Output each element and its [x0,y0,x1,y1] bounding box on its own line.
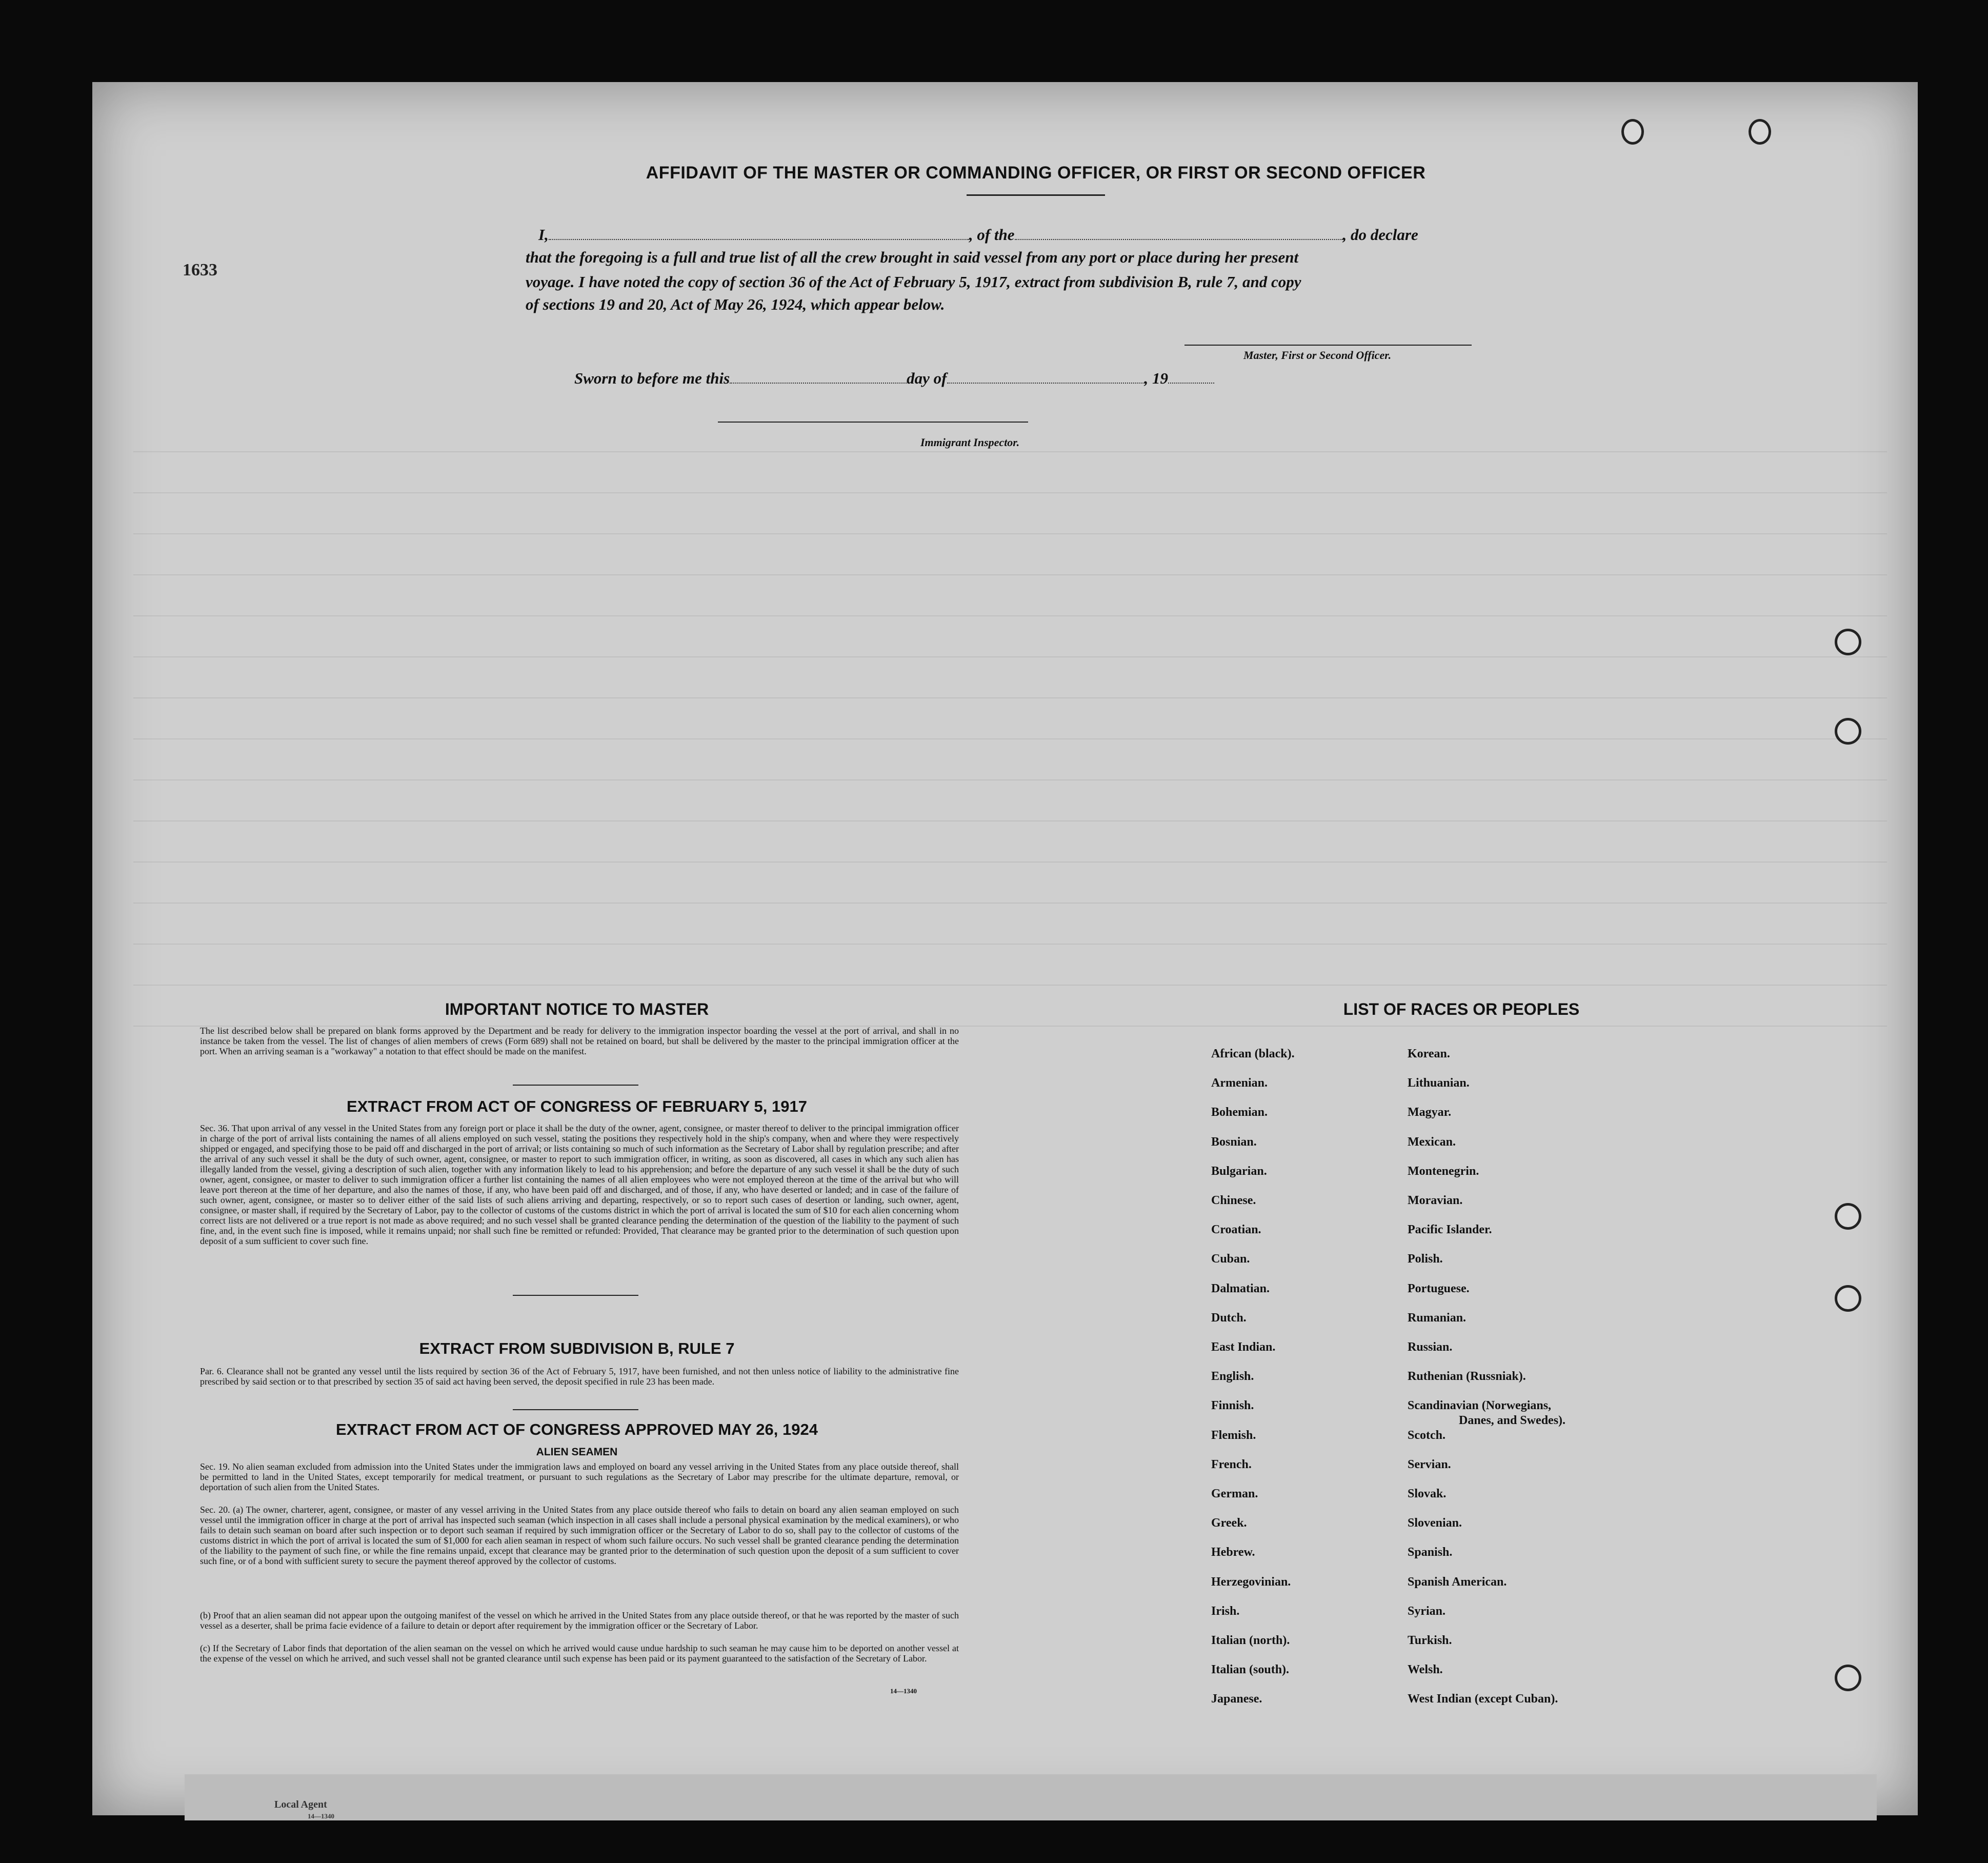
race-item: Bohemian. [1211,1106,1268,1119]
paper-bottom-edge [185,1774,1877,1820]
race-item: Spanish American. [1408,1575,1507,1589]
month-blank [947,383,1144,384]
race-item: Slovak. [1408,1487,1447,1500]
race-item: Portuguese. [1408,1281,1470,1295]
sec20b-text: (b) Proof that an alien seaman did not appear upon the outgoing manifest of the vessel on which he arrived in the United States from any place outside thereof, or that he was reported by the master of such vessel as a deserter, shall be prima facie evidence of a failure to detain or deport after requirement by the immigration officer or the Secretary of Labor. [200,1610,959,1631]
race-item: Welsh. [1408,1663,1443,1677]
race-item: Slovenian. [1408,1516,1462,1530]
race-item: Cuban. [1211,1252,1250,1266]
race-item: West Indian (except Cuban). [1408,1692,1558,1706]
race-item: Japanese. [1211,1692,1262,1706]
race-item: Croatian. [1211,1223,1261,1237]
punch-hole-icon [1621,119,1644,145]
punch-hole-icon [1835,1203,1861,1230]
affidavit-title: AFFIDAVIT OF THE MASTER OR COMMANDING OFFICER, OR FIRST OR SECOND OFFICER [646,163,1426,183]
race-item: Ruthenian (Russniak). [1408,1370,1526,1384]
race-item: Irish. [1211,1604,1240,1618]
sec19-text: Sec. 19. No alien seaman excluded from admission into the United States under the immigration laws and employed on board any vessel arriving in the United States from any place outside thereof, shall be permitted to land in the United States, except temporarily for medical treatment, or pursuant to such regulations as the Secretary of Labor may prescribe for the ultimate departure, removal, or deportation of such alien from the United States. [200,1461,959,1492]
race-item: Korean. [1408,1047,1450,1060]
race-item: African (black). [1211,1047,1295,1060]
race-item: Greek. [1211,1516,1247,1530]
extract-1917-text: Sec. 36. That upon arrival of any vessel in the United States from any foreign port or place it shall be the duty of the owner, agent, consignee, or master thereof to deliver to the principal immigration officer in charge of the port of arrival lists containing the names of all aliens employed on such vessel, stating the positions they respectively hold in the ship's company, when and where they were respectively shipped or engaged, and specifying those to be paid off and discharged in the port of arrival; or lists containing so much of such information as the Secretary of Labor shall by regulation prescribe; and after the arrival of any such vessel it shall be the duty of such owner, agent, consignee, or master to report to such immigration officer, in writing, as soon as discovered, all cases in which any such alien has illegally landed from the vessel, giving a description of such alien, together with any information likely to lead to his apprehension; and before the departure of any such vessel it shall be the duty of such owner, agent, consignee, or master to deliver to such immigration officer a further list containing the names of all alien employees who were not employed thereon at the time of the arrival but who will leave port thereon at the time of her departure, and also the names of those, if any, who have been paid off and discharged, and of those, if any, who have deserted or landed; and in case of the failure of such owner, agent, consignee, or master so to deliver either of the said lists of such aliens arriving and departing, respectively, or so to report such cases of desertion or landing, such owner, agent, consignee, or master shall, if required by the Secretary of Labor, pay to the collector of customs of the customs district in which the port of arrival is located the sum of $10 for each alien concerning whom correct lists are not delivered or a true report is not made as above required; and no such vessel shall be granted clearance pending the determination of the question of the liability to the payment of such fine, and, in the event such fine is imposed, while it remains unpaid; nor shall such fine be remitted or refunded: Provided, That clearance may be granted prior to the determination of such question upon deposit of a sum sufficient to cover such fine. [200,1123,959,1246]
notice-heading: IMPORTANT NOTICE TO MASTER [445,1000,709,1018]
race-item: Bulgarian. [1211,1164,1267,1178]
name-blank [549,239,969,240]
race-item: Flemish. [1211,1428,1256,1442]
title-rule [967,194,1105,196]
page-number: 1633 [183,261,217,279]
race-item: Danes, and Swedes). [1459,1414,1566,1428]
notice-rule [513,1085,638,1086]
day-of-label: day of [907,369,947,387]
alien-seamen-heading: ALIEN SEAMEN [536,1446,618,1458]
race-item: Scotch. [1408,1428,1445,1442]
race-item: Hebrew. [1211,1546,1255,1559]
race-item: Turkish. [1408,1634,1452,1647]
inspector-caption: Immigrant Inspector. [920,436,1020,449]
extract-1924-heading: EXTRACT FROM ACT OF CONGRESS APPROVED MAY 26, 1924 [336,1420,818,1438]
race-item: Russian. [1408,1340,1453,1354]
day-blank [730,383,907,384]
race-item: Lithuanian. [1408,1076,1470,1090]
affidavit-of-label: , of the [969,226,1015,244]
race-item: Dutch. [1211,1311,1247,1325]
rule7-rule [513,1409,638,1410]
extract-1917-heading: EXTRACT FROM ACT OF CONGRESS OF FEBRUARY 5, 1917 [347,1097,807,1115]
race-item: Magyar. [1408,1106,1452,1119]
affidavit-line-3: voyage. I have noted the copy of section 36 of the Act of February 5, 1917, extract from subdivision B, rule 7, and copy [526,273,1301,291]
extract-1917-rule [513,1295,638,1296]
race-item: Italian (north). [1211,1634,1290,1647]
race-item: Rumanian. [1408,1311,1467,1325]
race-item: Dalmatian. [1211,1281,1270,1295]
year-blank [1168,383,1214,384]
race-item: Herzegovinian. [1211,1575,1291,1589]
race-item: Scandinavian (Norwegians, [1408,1399,1552,1413]
vessel-blank [1015,239,1343,240]
race-item: Polish. [1408,1252,1443,1266]
sec20a-text: Sec. 20. (a) The owner, charterer, agent, consignee, or master of any vessel arriving in the United States from any place outside thereof who fails to detain on board any alien seaman employed on such vessel until the immigration officer in charge at the port of arrival has inspected such seaman (which inspection in all cases shall include a personal physical examination by the medical examiners), or who fails to detain such seaman on board after such inspection or to deport such seaman if required by such immigration officer or the Secretary of Labor to do so, shall pay to the collector of customs of the customs district in which the port of arrival is located the sum of $1,000 for each alien seaman in respect of whom such failure occurs. No such vessel shall be granted clearance pending the determination of the liability to the payment of such fine, or while the fine remains unpaid, except that clearance may be granted prior to the determination of such question upon the deposit of a sum sufficient to cover such fine, or of a bond with sufficient surety to secure the payment thereof approved by the collector of customs. [200,1505,959,1566]
race-item: Bosnian. [1211,1135,1257,1149]
affidavit-line-4: of sections 19 and 20, Act of May 26, 1924, which appear below. [526,295,945,313]
race-item: Moravian. [1408,1194,1463,1207]
master-caption: Master, First or Second Officer. [1243,349,1392,362]
punch-hole-icon [1835,629,1861,655]
punch-hole-icon [1835,718,1861,745]
affidavit-line-2: that the foregoing is a full and true list of all the crew brought in said vessel from any port or place during her present [526,248,1299,266]
master-signature-line [1184,345,1472,346]
race-item: Mexican. [1408,1135,1456,1149]
notice-text: The list described below shall be prepared on blank forms approved by the Department and be ready for delivery to the immigration inspector boarding the vessel at the port of arrival, and shall in no instance be taken from the vessel. The list of changes of alien members of crews (Form 689) shall not be retained on board, but shall be delivered by the master to the principal immigration officer at the port. When an arriving seaman is a "workaway" a notation to that effect should be made on the manifest. [200,1026,959,1056]
affidavit-line-1 [538,226,1418,244]
race-item: Armenian. [1211,1076,1268,1090]
sworn-label: Sworn to before me this [574,369,730,387]
race-item: Syrian. [1408,1604,1446,1618]
rule7-heading: EXTRACT FROM SUBDIVISION B, RULE 7 [419,1339,735,1357]
punch-hole-icon [1835,1285,1861,1312]
form-number: 14—1340 [890,1687,917,1695]
race-item: Pacific Islander. [1408,1223,1492,1237]
sec20c-text: (c) If the Secretary of Labor finds that deportation of the alien seaman on the vessel on which he arrived would cause undue hardship to such seaman he may cause him to be deported on another vessel at the expense of the vessel on which he arrived, and such vessel shall not be granted clearance until such expense has been paid or its payment guaranteed to the satisfaction of the Secretary of Labor. [200,1643,959,1664]
race-item: German. [1211,1487,1258,1500]
local-agent-label: Local Agent [274,1799,327,1810]
race-item: Italian (south). [1211,1663,1290,1677]
punch-hole-icon [1749,119,1771,145]
rule7-text: Par. 6. Clearance shall not be granted any vessel until the lists required by section 36 of the Act of February 5, 1917, have been furnished, and not then unless notice of liability to the administrative fine prescribed by said section or to that prescribed by section 35 of said act having been served, the deposit specified in rule 23 has been made. [200,1366,959,1387]
race-item: French. [1211,1457,1252,1471]
affidavit-i-label: I, [538,226,549,244]
bottom-form-number: 14—1340 [308,1812,334,1820]
year-label: , 19 [1144,369,1168,387]
race-item: Spanish. [1408,1546,1453,1559]
race-item: East Indian. [1211,1340,1276,1354]
races-heading: LIST OF RACES OR PEOPLES [1343,1000,1580,1018]
race-item: English. [1211,1370,1254,1384]
race-item: Montenegrin. [1408,1164,1479,1178]
race-item: Chinese. [1211,1194,1256,1207]
race-item: Finnish. [1211,1399,1254,1413]
inspector-signature-line [718,422,1028,423]
punch-hole-icon [1835,1665,1861,1691]
sworn-line [574,369,1214,388]
race-item: Servian. [1408,1457,1451,1471]
affidavit-declare-label: , do declare [1342,226,1418,244]
